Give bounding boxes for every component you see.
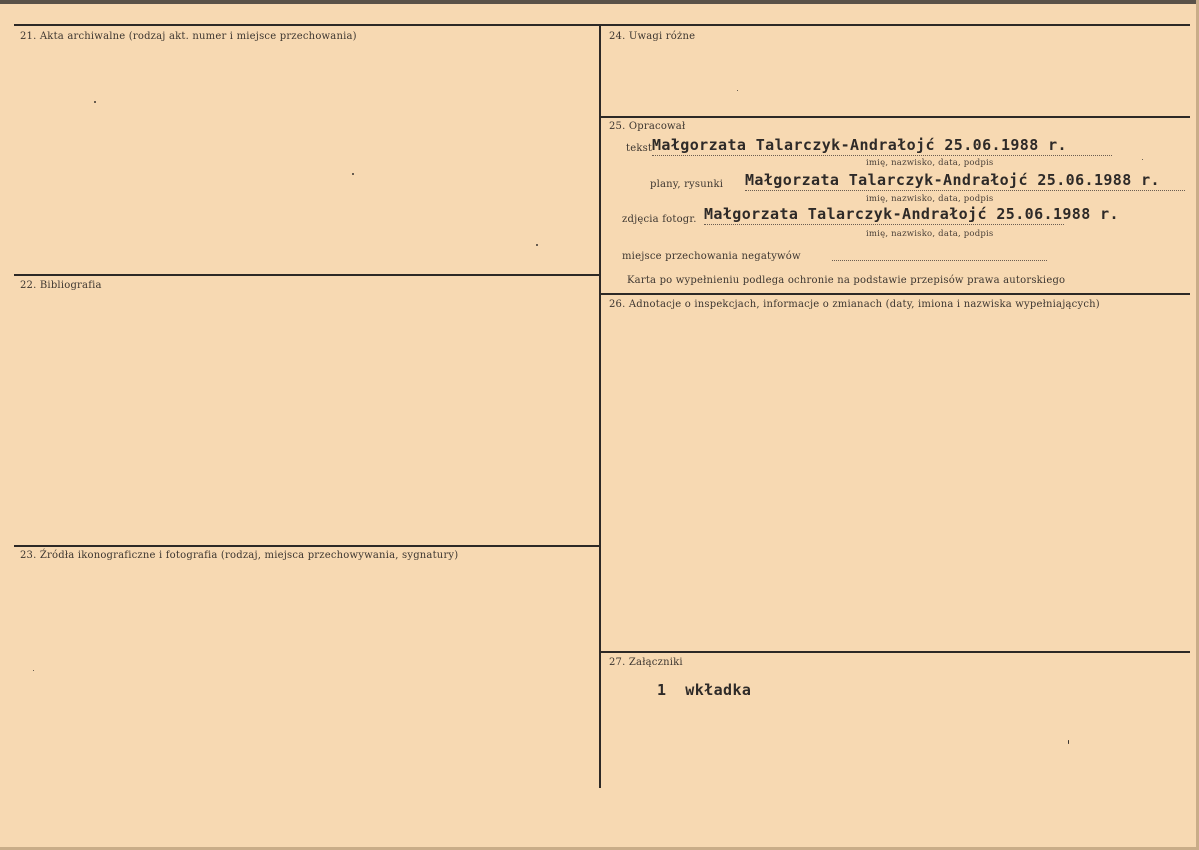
rule-right-25 (600, 116, 1190, 118)
section-27-heading: 27. Załączniki (609, 657, 683, 668)
paper-speck (536, 244, 538, 246)
paper-speck (352, 173, 354, 175)
zalaczniki-value: 1 wkładka (657, 681, 752, 699)
plany-dotted-line (745, 190, 1185, 191)
section-26-heading: 26. Adnotacje o inspekcjach, informacje o zmianach (daty, imiona i nazwiska wypełniających) (609, 299, 1100, 310)
paper-speck (737, 90, 738, 91)
tekst-label: tekst (626, 143, 653, 154)
tekst-dotted-line (652, 155, 1112, 156)
rule-right-27 (600, 651, 1190, 653)
section-23-heading: 23. Źródła ikonograficzne i fotografia (rodzaj, miejsca przechowywania, sygnatury) (20, 550, 459, 561)
paper-speck (1068, 740, 1069, 744)
rule-left-23 (14, 545, 600, 547)
zdjecia-value: Małgorzata Talarczyk-Andrałojć 25.06.1988 r. (704, 205, 1119, 223)
tekst-caption: imię, nazwisko, data, podpis (866, 158, 994, 168)
plany-label: plany, rysunki (650, 179, 724, 190)
section-25-heading: 25. Opracował (609, 121, 686, 132)
paper-speck (94, 101, 96, 103)
plany-caption: imię, nazwisko, data, podpis (866, 194, 994, 204)
section-24-heading: 24. Uwagi różne (609, 31, 696, 42)
plany-value: Małgorzata Talarczyk-Andrałojć 25.06.1988 r. (745, 171, 1160, 189)
paper-speck (1142, 159, 1143, 160)
zdjecia-dotted-line (704, 224, 1064, 225)
paper-speck (33, 670, 34, 671)
section-21-heading: 21. Akta archiwalne (rodzaj akt. numer i miejsce przechowania) (20, 31, 357, 42)
top-edge-shadow (0, 0, 1199, 4)
tekst-value: Małgorzata Talarczyk-Andrałojć 25.06.1988 r. (652, 136, 1067, 154)
negatywy-label: miejsce przechowania negatywów (622, 251, 801, 262)
top-rule (14, 24, 1190, 26)
center-divider (599, 24, 601, 788)
copyright-notice: Karta po wypełnieniu podlega ochronie na podstawie przepisów prawa autorskiego (627, 275, 1066, 286)
rule-left-22 (14, 274, 600, 276)
zdjecia-caption: imię, nazwisko, data, podpis (866, 229, 994, 239)
section-22-heading: 22. Bibliografia (20, 280, 102, 291)
rule-right-26 (600, 293, 1190, 295)
negatywy-dotted-line (832, 260, 1047, 261)
zdjecia-label: zdjęcia fotogr. (622, 214, 697, 225)
